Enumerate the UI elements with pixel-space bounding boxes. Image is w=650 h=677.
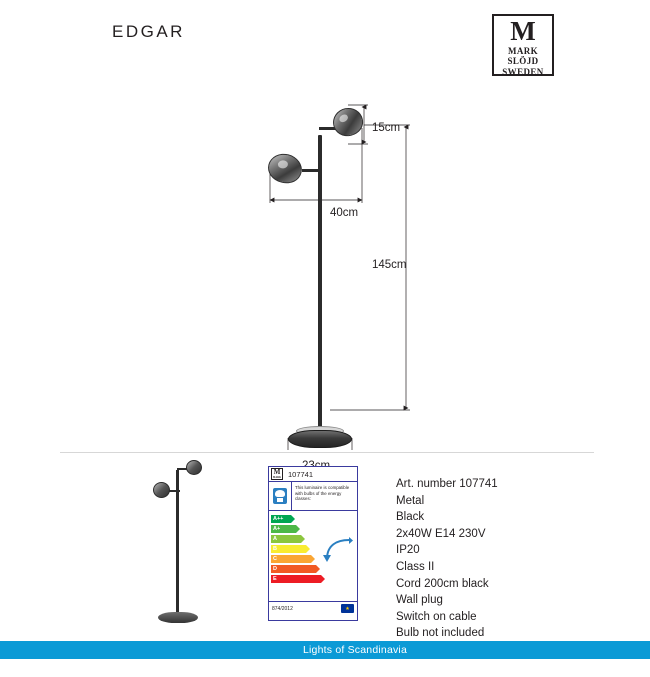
- energy-class-arrow-icon: [323, 537, 353, 563]
- spec-item: 2x40W E14 230V: [396, 527, 486, 540]
- energy-class-bar: [271, 525, 296, 533]
- dimension-lines-svg: [0, 40, 650, 450]
- energy-class-label: D: [273, 565, 277, 572]
- energy-class-bar: [271, 575, 321, 583]
- technical-drawing: [0, 40, 650, 450]
- energy-class-label: E: [273, 575, 277, 582]
- energy-label-article-number: 107741: [288, 469, 314, 479]
- footer-bar: [0, 641, 650, 659]
- dimension-label-width: 40cm: [330, 207, 359, 219]
- energy-class-bar: [271, 535, 301, 543]
- product-photo-base: [158, 612, 198, 623]
- energy-class-row: [271, 514, 355, 523]
- energy-label-brand-icon: [271, 468, 283, 480]
- energy-class-label: A++: [273, 515, 284, 522]
- product-photo-lower-shade: [153, 482, 170, 498]
- energy-class-bar: [271, 565, 316, 573]
- product-photo: [120, 460, 240, 630]
- spec-item: Black: [396, 511, 425, 524]
- energy-label-compat-note: This luminaire is compatible with bulbs of the energy classes:: [295, 485, 350, 502]
- spec-item: Bulb not included: [396, 627, 485, 640]
- product-photo-upper-shade: [186, 460, 202, 475]
- energy-class-row: [271, 524, 355, 533]
- lamp-icon-cell: [269, 482, 292, 510]
- lower-shade-arm: [302, 169, 320, 172]
- energy-label: [268, 466, 358, 621]
- energy-label-compat-row: [269, 482, 357, 511]
- dimension-label-height: 145cm: [372, 259, 407, 271]
- section-divider: [60, 452, 594, 453]
- eu-flag-icon: [341, 604, 354, 613]
- spec-item: Class II: [396, 560, 435, 573]
- energy-class-bar: [271, 545, 306, 553]
- brand-logo-line2: SLÖJD: [507, 55, 539, 66]
- energy-label-footer: [269, 601, 357, 615]
- energy-class-row: [271, 574, 355, 583]
- specification-list: [396, 476, 498, 642]
- lamp-icon: [273, 488, 287, 504]
- energy-class-row: [271, 564, 355, 573]
- energy-label-brand-sub: MARK: [272, 476, 282, 479]
- spec-item: Metal: [396, 494, 425, 507]
- spec-item: Cord 200cm black: [396, 577, 489, 590]
- energy-class-bar: [271, 555, 311, 563]
- page-title: EDGAR: [112, 22, 185, 41]
- energy-class-bar: [271, 515, 291, 523]
- lamp-base: [288, 430, 352, 448]
- lamp-pole: [318, 135, 322, 435]
- energy-class-label: A+: [273, 525, 281, 532]
- spec-item: Switch on cable: [396, 610, 477, 623]
- energy-label-header: [269, 467, 357, 482]
- footer-tagline: Lights of Scandinavia: [302, 644, 408, 656]
- energy-label-regulation: 874/2012: [272, 605, 293, 612]
- dimension-label-shade-offset: 15cm: [372, 122, 401, 134]
- energy-class-label: B: [273, 545, 277, 552]
- energy-label-brand-glyph: M: [273, 468, 281, 476]
- spec-item: Wall plug: [396, 594, 443, 607]
- brand-logo-line1: MARK: [507, 46, 539, 56]
- spec-item: IP20: [396, 544, 420, 557]
- energy-class-scale: [269, 511, 357, 601]
- brand-logo-monogram: M: [510, 16, 536, 46]
- energy-class-label: C: [273, 555, 277, 562]
- brand-logo-line3: SWEDEN: [502, 67, 544, 77]
- spec-item: Art. number 107741: [396, 478, 498, 490]
- energy-class-label: A: [273, 535, 277, 542]
